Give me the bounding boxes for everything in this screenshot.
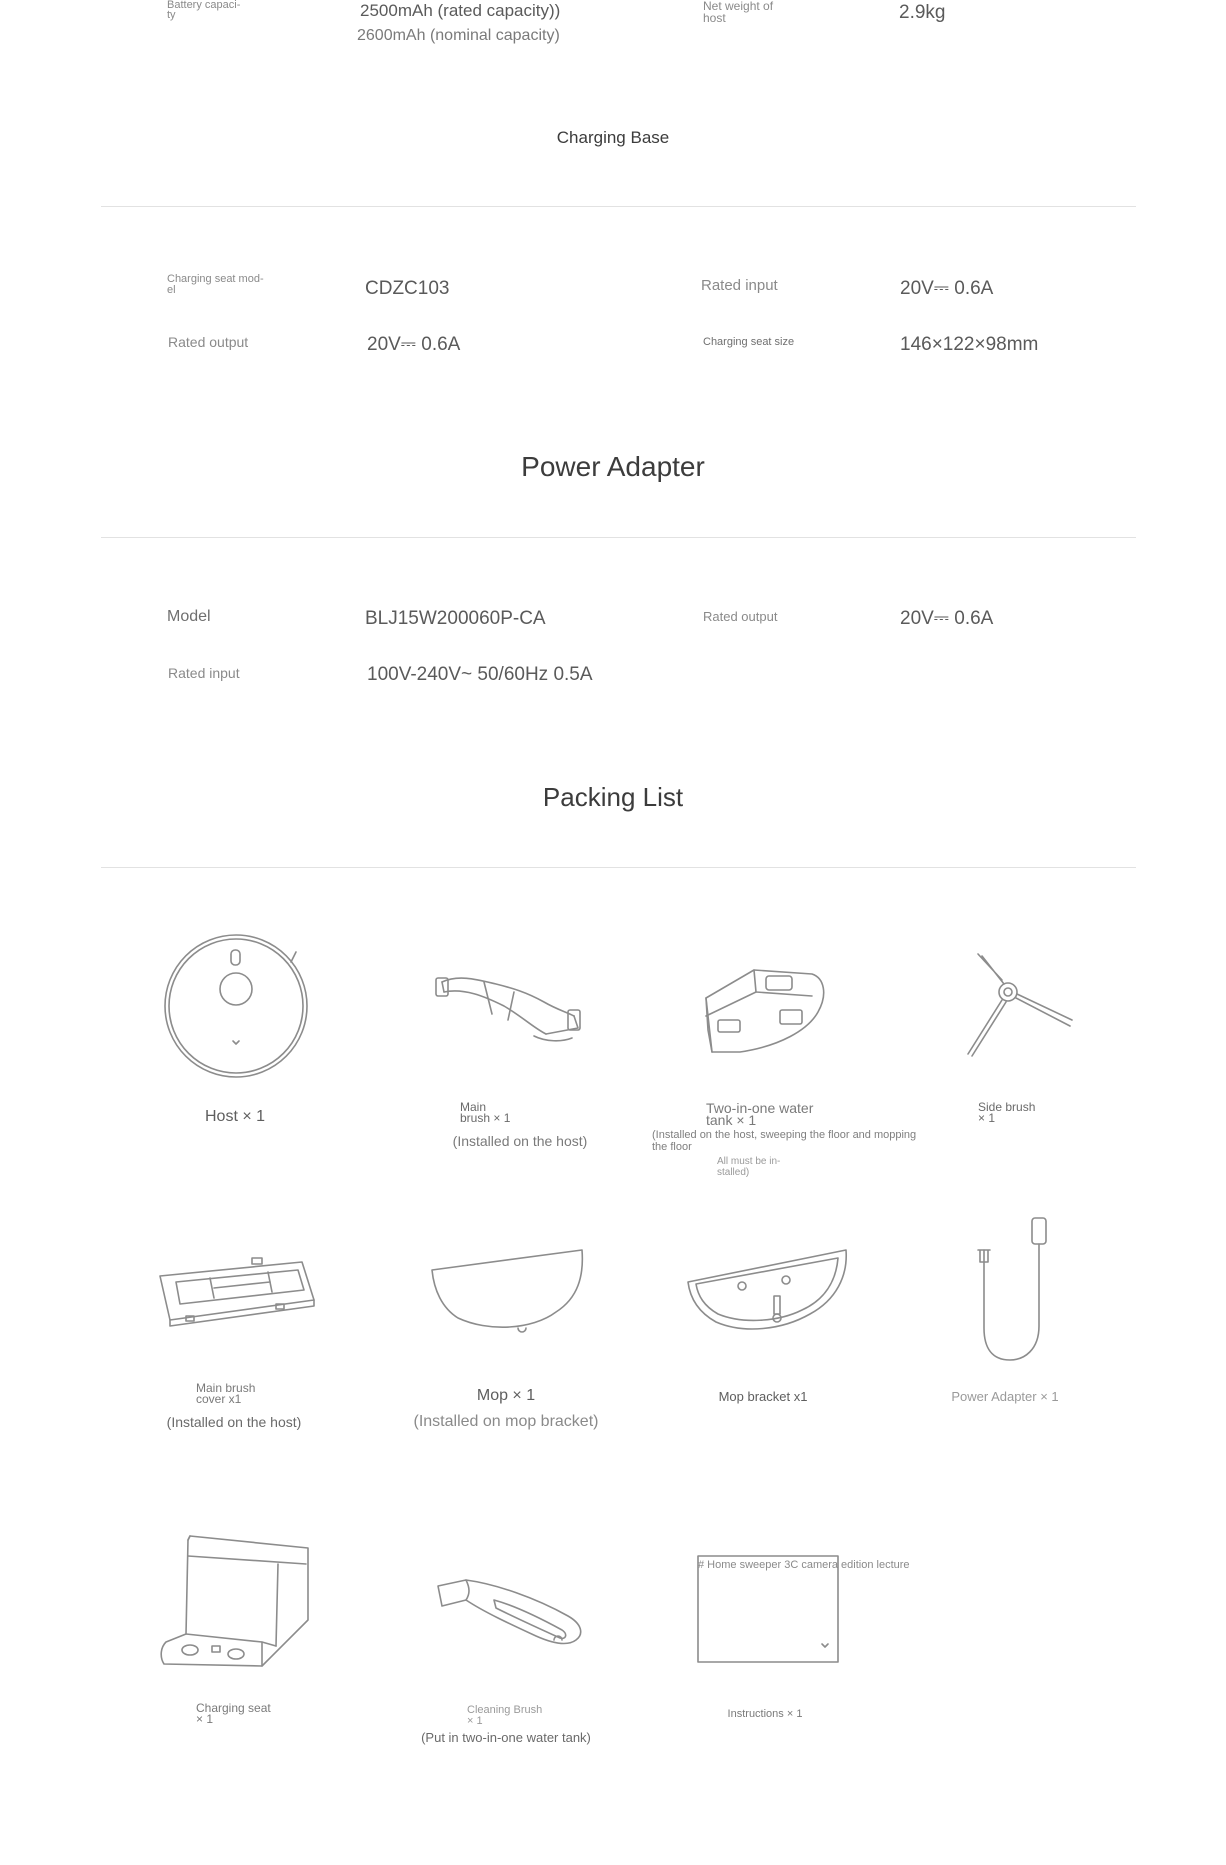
mop-bracket-illustration (686, 1246, 850, 1338)
charging-rated-input-label: Rated input (701, 277, 778, 294)
item-main-brush-label: Main brush × 1 (460, 1100, 511, 1125)
item-instructions-label: Instructions × 1 (727, 1708, 803, 1720)
item-main-brush-note: (Installed on the host) (452, 1133, 588, 1149)
cleaning-brush-illustration (436, 1576, 584, 1648)
divider (101, 537, 1136, 538)
item-host-label: Host × 1 (204, 1108, 266, 1125)
adapter-model-value: BLJ15W200060P-CA (365, 608, 546, 629)
net-weight-label: Net weight of host (703, 0, 774, 25)
power-adapter-illustration (966, 1216, 1076, 1366)
item-cleaning-brush-note: (Put in two-in-one water tank) (421, 1730, 591, 1745)
net-weight-value: 2.9kg (899, 2, 946, 23)
divider (101, 867, 1136, 868)
charging-rated-input-value: 20V⎓ 0.6A (900, 278, 994, 299)
adapter-rated-input-value: 100V-240V~ 50/60Hz 0.5A (367, 664, 593, 685)
battery-rated-value: 2500mAh (rated capacity)) (360, 1, 561, 20)
packing-list-title: Packing List (542, 782, 684, 812)
charging-base-title: Charging Base (556, 128, 670, 147)
adapter-rated-output-value: 20V⎓ 0.6A (900, 608, 994, 629)
robot-vacuum-host-illustration (160, 930, 320, 1080)
charging-rated-output-label: Rated output (168, 334, 249, 350)
adapter-model-label: Model (167, 608, 211, 625)
charging-seat-size-label: Charging seat size (703, 336, 795, 348)
item-water-tank-note: (Installed on the host, sweeping the floor and mopping the floor (652, 1129, 917, 1153)
manual-cover-text: # Home sweeper 3C camera edition lecture (698, 1559, 910, 1571)
item-side-brush-label: Side brush × 1 (978, 1100, 1036, 1125)
main-brush-cover-illustration (156, 1254, 320, 1330)
item-water-tank-label: Two-in-one water tank × 1 (706, 1100, 814, 1128)
charging-seat-size-value: 146×122×98mm (900, 334, 1039, 355)
battery-nominal-value: 2600mAh (nominal capacity) (357, 27, 560, 44)
item-mop-bracket-label: Mop bracket x1 (718, 1389, 808, 1404)
item-mop-note: (Installed on mop bracket) (413, 1413, 599, 1430)
adapter-rated-input-label: Rated input (168, 665, 240, 681)
item-charging-seat-label: Charging seat × 1 (196, 1701, 271, 1726)
main-brush-illustration (434, 962, 584, 1052)
charging-rated-output-value: 20V⎓ 0.6A (367, 334, 461, 355)
water-tank-illustration (700, 960, 830, 1060)
charging-seat-model-label: Charging seat mod- el (167, 273, 264, 296)
item-mop-label: Mop × 1 (476, 1387, 536, 1404)
power-adapter-title: Power Adapter (521, 451, 705, 482)
charging-seat-model-value: CDZC103 (365, 278, 450, 299)
charging-seat-illustration (158, 1534, 314, 1670)
battery-capacity-label: Battery capaci- ty (167, 0, 241, 21)
divider (101, 206, 1136, 207)
item-brush-cover-label: Main brush cover x1 (196, 1381, 256, 1406)
item-power-adapter-label: Power Adapter × 1 (951, 1389, 1059, 1404)
item-water-tank-note2: All must be in- stalled) (717, 1156, 781, 1178)
item-cleaning-brush-label: Cleaning Brush × 1 (467, 1704, 543, 1727)
item-brush-cover-note: (Installed on the host) (166, 1414, 302, 1430)
adapter-rated-output-label: Rated output (703, 609, 778, 624)
mop-illustration (428, 1246, 588, 1336)
side-brush-illustration (960, 950, 1080, 1060)
